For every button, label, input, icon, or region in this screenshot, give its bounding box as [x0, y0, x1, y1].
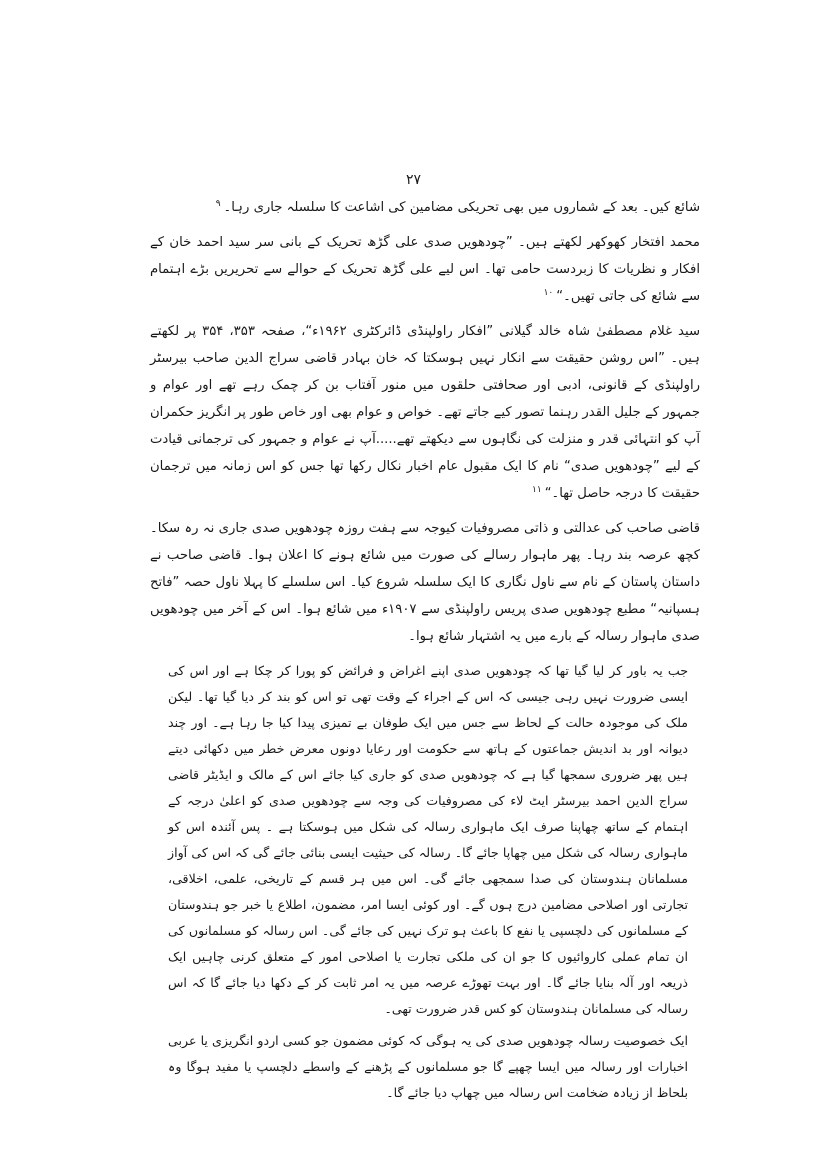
footnote-marker-10: ۱۰ [543, 287, 554, 298]
quote-paragraph-1: جب یہ باور کر لیا گیا تھا کہ چودھویں صدی اپنے اغراض و فرائض کو پورا کر چکا ہے اور اس کی ایسی ضرورت نہیں رہی جیسی کہ اس کے اجراء کے وقت تھی تو اس کو بند کر دیا گیا تھا۔ لیکن ملک کی موجودہ حالت کے لحاظ سے جس میں ایک طوفان بے تمیزی پیدا کیا جا رہا ہے۔ اور چند دیوانہ اور بد اندیش جماعتوں کے ہاتھ سے حکومت اور رعایا دونوں معرض خطر میں دکھائی دیتے ہیں پھر ضروری سمجھا گیا ہے کہ چودھویں صدی کو جاری کیا جائے اس کے مالک و ایڈیٹر قاضی سراج الدین احمد بیرسٹر ایٹ لاء کی مصروفیات کی وجہ سے چودھویں صدی کو اعلیٰ درجہ کے اہتمام کے ساتھ چھاپنا صرف ایک ماہواری رسالہ کی شکل میں ہوسکتا ہے ۔ پس آئندہ اس کو ماہواری رسالہ کی شکل میں چھاپا جائے گا۔ رسالہ کی حیثیت ایسی بنائی جائے گی کہ اس کی آواز مسلمانان ہندوستان کی صدا سمجھی جائے گی۔ اس میں ہر قسم کے تاریخی، علمی، اخلاقی، تجارتی اور اصلاحی مضامین درج ہوں گے۔ اور کوئی ایسا امر، مضمون، اطلاع یا خبر جو ہندوستان کے مسلمانوں کی دلچسپی یا نفع کا باعث ہو ترک نہیں کی جائے گی۔ اس رسالہ کو مسلمانوں کی ان تمام عملی کاروائیوں کا جو ان کی ملکی تجارت یا اصلاحی امور کے متعلق کرنی چاہیں ایک ذریعہ اور آلہ بنایا جائے گا۔ اور بہت تھوڑے عرصہ میں یہ امر ثابت کر کے دکھا دیا جائے گا کہ اس رسالہ کی مسلمانان ہندوستان کو کس قدر ضرورت تھی۔ [168, 663, 688, 1016]
paragraph-2 [150, 229, 700, 310]
page-number: ۲۷ [405, 172, 422, 188]
paragraph-1-text: شائع کیں۔ بعد کے شماروں میں بھی تحریکی مضامین کی اشاعت کا سلسلہ جاری رہا۔ [223, 200, 700, 215]
paragraph-3 [150, 318, 700, 507]
paragraph-4-text: قاضی صاحب کی عدالتی و ذاتی مصروفیات کیوجہ سے ہفت روزہ چودھویں صدی جاری نہ رہ سکا۔ کچھ عرصہ بند رہا۔ پھر ماہوار رسالے کی صورت میں شائع ہونے کا اعلان ہوا۔ قاضی صاحب نے داستان پاستان کے نام سے ناول نگاری کا ایک سلسلہ شروع کیا۔ اس سلسلے کا پہلا ناول حصہ ”فاتح ہسپانیہ“ مطبع چودھویں صدی پریس راولپنڈی سے ۱۹۰۷ء میں شائع ہوا۔ اس کے آخر میں چودھویں صدی ماہوار رسالہ کے بارے میں یہ اشتہار شائع ہوا۔ [150, 521, 700, 644]
footnote-marker-11: ۱۱ [532, 484, 542, 495]
quote-paragraph-2: ایک خصوصیت رسالہ چودھویں صدی کی یہ ہوگی کہ کوئی مضمون جو کسی اردو انگریزی یا عربی اخبارات اور رسالہ میں ایسا چھپے گا جو مسلمانوں کے پڑھنے کے واسطے دلچسپ یا مفید ہوگا وہ بلحاظ از زیادہ ضخامت اس رسالہ میں چھاپ دیا جائے گا۔ [168, 1033, 688, 1100]
paragraph-3-text: سید غلام مصطفیٰ شاہ خالد گیلانی ”افکار راولپنڈی ڈائرکٹری ۱۹۶۲ء“، صفحہ ۳۵۳، ۳۵۴ پر لکھتے ہیں۔ ”اس روشن حقیقت سے انکار نہیں ہوسکتا کہ خان بہادر قاضی سراج الدین صاحب بیرسٹر راولپنڈی کے قانونی، ادبی اور صحافتی حلقوں میں منور آفتاب بن کر چمک رہے تھے اور عوام و جمہور کے جلیل القدر رہنما تصور کیے جاتے تھے۔ خواص و عوام بھی اور خاص طور پر انگریز حکمران آپ کو انتہائی قدر و منزلت کی نگاہوں سے دیکھتے تھے.....آپ نے عوام و جمہور کی ترجمانی قیادت کے لیے ”چودھویں صدی“ نام کا ایک مقبول عام اخبار نکال رکھا تھا جس کو اس زمانہ میں ترجمان حقیقت کا درجہ حاصل تھا۔“ [150, 324, 700, 501]
page-content [150, 194, 700, 1112]
paragraph-2-text: محمد افتخار کھوکھر لکھتے ہیں۔ ”چودھویں صدی علی گڑھ تحریک کے بانی سر سید احمد خان کے افکار و نظریات کا زبردست حامی تھا۔ اس لیے علی گڑھ تحریک کے حوالے سے تحریریں بڑے اہتمام سے شائع کی جاتی تھیں۔“ [150, 235, 700, 304]
footnote-marker-9: ۹ [215, 198, 221, 209]
paragraph-4 [150, 515, 700, 650]
paragraph-1 [150, 194, 700, 221]
